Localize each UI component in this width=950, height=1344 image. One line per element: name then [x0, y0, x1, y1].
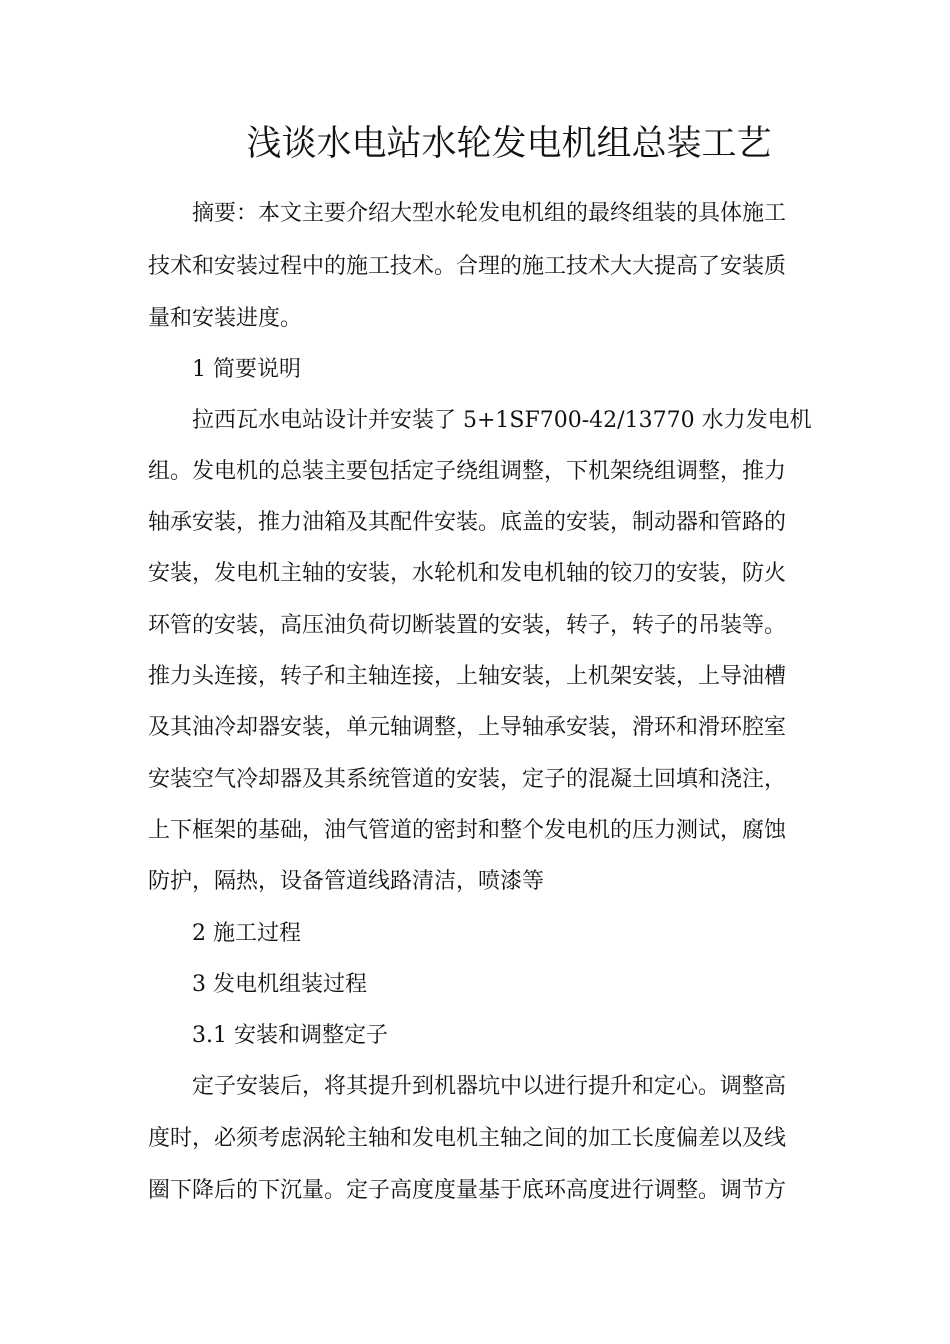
- abstract-line-2: 技术和安装过程中的施工技术。合理的施工技术大大提高了安装质: [148, 254, 787, 279]
- body-line-8: 安装空气冷却器及其系统管道的安装，定子的混凝土回填和浇注，: [148, 767, 787, 792]
- subsection-heading-3-1: 3.1 安装和调整定子: [192, 1023, 388, 1048]
- body-line-13: 圈下降后的下沉量。定子高度度量基于底环高度进行调整。调节方: [148, 1178, 787, 1203]
- body-line-6: 推力头连接，转子和主轴连接，上轴安装，上机架安装，上导油槽: [148, 664, 787, 689]
- body-line-7: 及其油冷却器安装，单元轴调整，上导轴承安装，滑环和滑环腔室: [148, 715, 787, 740]
- body-line-10: 防护，隔热，设备管道线路清洁，喷漆等: [148, 869, 545, 894]
- body-line-4: 安装，发电机主轴的安装，水轮机和发电机轴的铰刀的安装，防火: [148, 561, 787, 586]
- section-heading-3: 3 发电机组装过程: [192, 972, 367, 997]
- abstract-line-3: 量和安装进度。: [148, 306, 303, 331]
- abstract-line-1: 摘要：本文主要介绍大型水轮发电机组的最终组装的具体施工: [192, 201, 787, 226]
- body-line-2: 组。发电机的总装主要包括定子绕组调整，下机架绕组调整，推力: [148, 459, 787, 484]
- body-line-12: 度时，必须考虑涡轮主轴和发电机主轴之间的加工长度偏差以及线: [148, 1126, 787, 1151]
- body-line-11: 定子安装后，将其提升到机器坑中以进行提升和定心。调整高: [192, 1074, 787, 1099]
- body-line-3: 轴承安装，推力油箱及其配件安装。底盖的安装，制动器和管路的: [148, 510, 787, 535]
- body-line-5: 环管的安装，高压油负荷切断装置的安装，转子，转子的吊装等。: [148, 613, 787, 638]
- section-heading-2: 2 施工过程: [192, 921, 301, 946]
- body-line-1: 拉西瓦水电站设计并安装了 5+1SF700-42/13770 水力发电机: [192, 408, 812, 433]
- body-line-9: 上下框架的基础，油气管道的密封和整个发电机的压力测试，腐蚀: [148, 818, 787, 843]
- document-title: 浅谈水电站水轮发电机组总装工艺: [246, 124, 772, 164]
- section-heading-1: 1 简要说明: [192, 357, 301, 382]
